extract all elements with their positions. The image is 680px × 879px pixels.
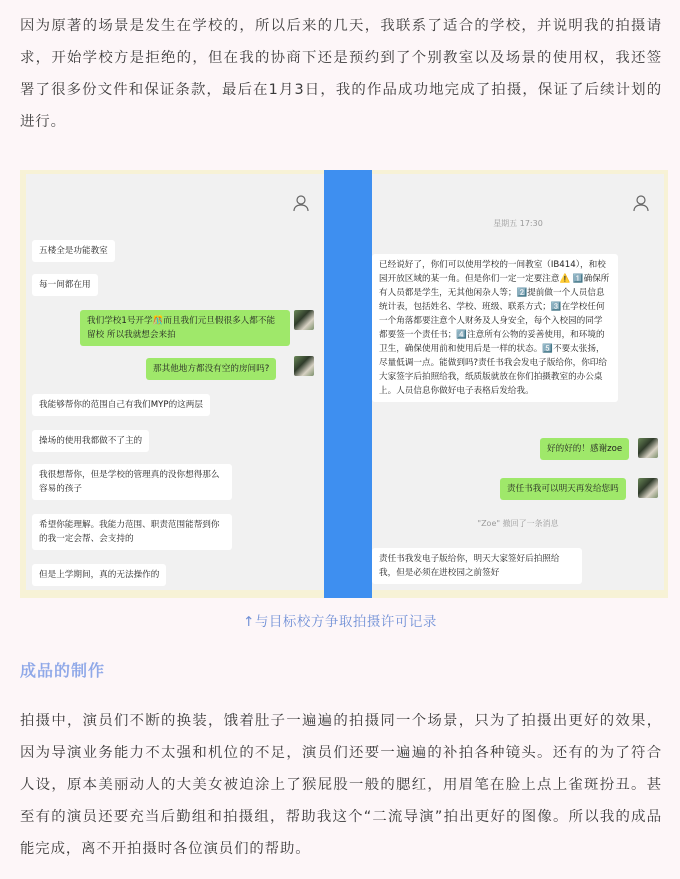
- body-paragraph: 拍摄中，演员们不断的换装，饿着肚子一遍遍的拍摄同一个场景，只为了拍摄出更好的效果，因为导演业务能力不太强和机位的不足，演员们还要一遍遍的补拍各种镜头。还有的为了符合人设，原本美丽动人的大美女被迫涂上了猴屁股一般的腮红，用眉笔在脸上点上雀斑扮丑。甚至有的演员还要充当后勤组和拍摄组，帮助我这个“二流导演”拍出更好的图像。所以我的成品能完成，离不开拍摄时各位演员们的帮助。: [20, 713, 662, 857]
- chat-timestamp: 星期五 17:30: [493, 219, 543, 228]
- section-heading: 成品的制作: [20, 661, 106, 680]
- avatar-photo: [294, 356, 314, 376]
- chat-message: 我们学校1号开学🎊而且我们元旦假很多人都不能留校 所以我就想会来拍: [80, 310, 290, 346]
- chat-message: 已经说好了，你们可以使用学校的一间教室（IB414），和校园开放区域的某一角。但是你们一定一定要注意⚠️ 1️⃣确保所有人员都是学生，无其他闲杂人等；2️⃣提前做一个人员信息统计表，包括姓名、学校、班级、联系方式；3️⃣在学校任何一个角落都要注意个人财务及人身安全，每个入校园的同学都要签一个责任书；4️⃣注意所有公物的妥善使用，和环境的卫生，确保使用前和使用后是一样的状态。5️⃣不要太张扬，尽量低调一点。能做到吗?责任书我会发电子版给你，你印给大家签字后拍照给我，纸质版就放在你们拍摄教室的办公桌上。人员信息你做好电子表格后发给我。: [372, 254, 618, 402]
- chat-message: 好的好的！感谢zoe: [540, 438, 629, 460]
- avatar-photo: [638, 478, 658, 498]
- chat-message: 我很想帮你，但是学校的管理真的没你想得那么容易的孩子: [32, 464, 232, 500]
- chat-panel-left: [26, 174, 324, 590]
- panel-divider: [324, 170, 372, 598]
- chat-message: 责任书我发电子版给你，明天大家签好后拍照给我，但是必须在进校园之前签好: [372, 548, 582, 584]
- avatar-photo: [294, 310, 314, 330]
- recall-notice: "Zoe" 撤回了一条消息: [477, 519, 559, 528]
- intro-paragraph: 因为原著的场景是发生在学校的，所以后来的几天，我联系了适合的学校，并说明我的拍摄请求，开始学校方是拒绝的，但在我的协商下还是预约到了个别教室以及场景的使用权，我还签署了很多份文件和保证条款，最后在1月3日，我的作品成功地完成了拍摄，保证了后续计划的进行。: [20, 18, 662, 130]
- avatar-photo: [638, 438, 658, 458]
- chat-message: 但是上学期间，真的无法操作的: [32, 564, 166, 586]
- chat-message: 五楼全是功能教室: [32, 240, 115, 262]
- chat-message: 希望你能理解。我能力范围、职责范围能帮到你的我一定会帮、会支持的: [32, 514, 232, 550]
- chat-header: [26, 174, 324, 228]
- chat-panel-right: [372, 174, 664, 590]
- chat-message: 我能够帮你的范围自己有我们MYP的这两层: [32, 394, 210, 416]
- user-icon[interactable]: [292, 194, 310, 212]
- chat-message: 责任书我可以明天再发给您吗: [500, 478, 626, 500]
- user-icon[interactable]: [632, 194, 650, 212]
- chat-message: 那其他地方都没有空的房间吗?: [146, 358, 276, 380]
- chat-message: 每一间都在用: [32, 274, 98, 296]
- chat-message: 操场的使用我都做不了主的: [32, 430, 149, 452]
- image-caption: ↑与目标校方争取拍摄许可记录: [243, 614, 437, 630]
- chat-screenshot: [20, 170, 668, 598]
